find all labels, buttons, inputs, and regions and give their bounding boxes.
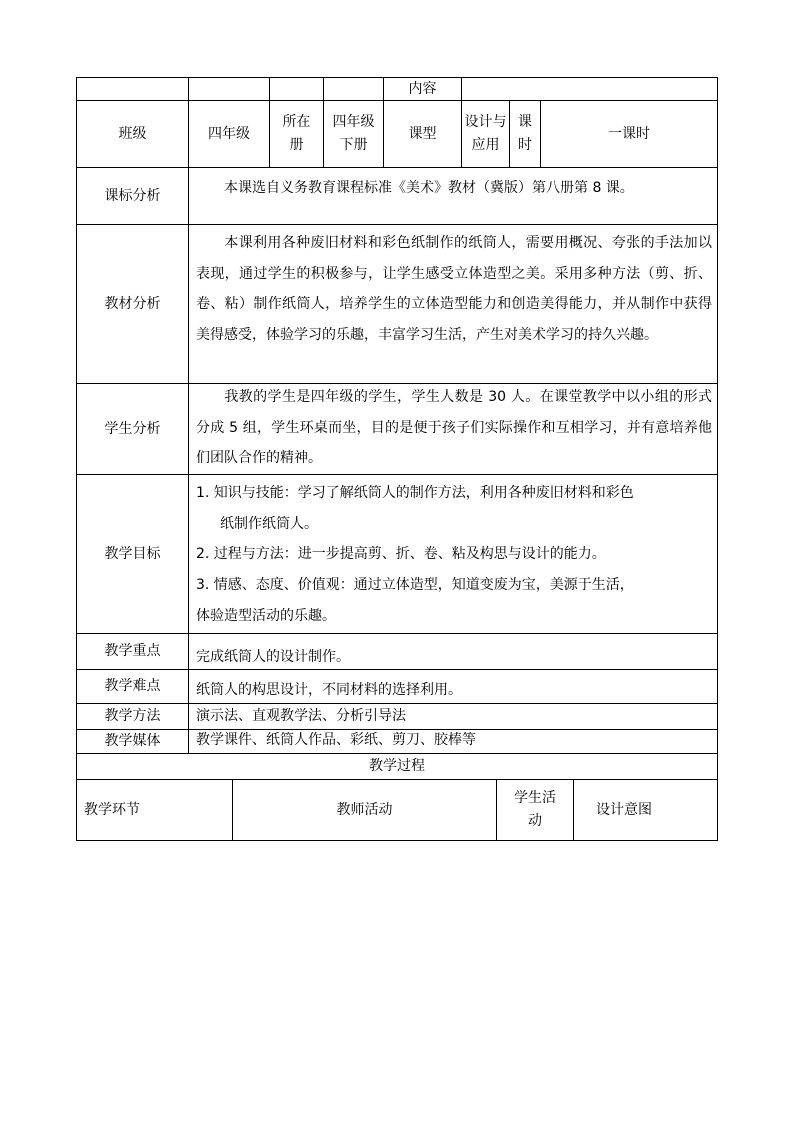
difficulty-text-cell [196,674,712,707]
material-label: 教材分析 [104,295,161,312]
process-stage-header [84,780,232,840]
media-label: 教学媒体 [104,733,161,749]
students-text: 我教的学生是四年级的学生，学生人数是 30 人。在课堂教学中以小组的形式分成 5 组，学生环桌而坐，目的是便于孩子们实际操作和互相学习，并有意培养他们团队合作的精神。 [196,389,712,466]
difficulty-label: 教学难点 [104,678,161,694]
key-point-text: 完成纸筒人的设计制作。 [196,649,350,665]
process-teacher-header [233,780,496,840]
process-intent-header [596,780,716,840]
process-student-header [497,780,573,840]
difficulty-label-cell [77,670,188,703]
goal-item-1-line1: 1. 知识与技能：学习了解纸筒人的制作方法，利用各种废旧材料和彩色 [196,485,634,501]
volume-value-cell [324,101,383,167]
goal-item-3-line2: 体验造型活动的乐趣。 [196,607,336,624]
method-label-cell [77,704,188,729]
process-stage-label: 教学环节 [84,801,140,818]
type-label-cell [384,101,461,167]
process-student-label-line2: 动 [528,813,542,829]
period-value: 一课时 [608,125,650,142]
goal-item-3 [196,570,714,631]
period-label-cell [510,101,540,167]
volume-value-line1: 四年级 [332,114,375,130]
key-point-text-cell [196,640,712,675]
class-label: 班级 [118,125,147,142]
process-title-cell [77,754,717,779]
process-title: 教学过程 [369,758,425,774]
curriculum-label: 课标分析 [104,187,161,204]
media-text: 教学课件、纸筒人作品、彩纸、剪刀、胶棒等 [196,732,476,748]
goal-item-2: 2. 过程与方法：进一步提高剪、折、卷、粘及构思与设计的能力。 [196,546,606,562]
volume-value-line2: 下册 [339,137,368,153]
method-text: 演示法、直观教学法、分析引导法 [196,708,406,724]
curriculum-text: 本课选自义务教育课程标准《美术》教材（冀版）第八册第 8 课。 [224,180,634,196]
content-label: 内容 [408,80,437,97]
period-label-line2: 时 [518,137,532,153]
type-value-line2: 应用 [471,137,500,153]
media-text-cell [196,728,712,753]
volume-label-line1: 所在 [282,114,311,130]
goal-item-1-line2: 纸制作纸筒人。 [220,515,318,532]
key-point-label: 教学重点 [104,643,161,659]
media-label-cell [77,730,188,753]
method-text-cell [196,704,712,729]
difficulty-text: 纸筒人的构思设计，不同材料的选择利用。 [196,682,462,698]
material-label-cell [77,225,188,383]
volume-label-line2: 册 [289,137,304,153]
material-text: 本课利用各种废旧材料和彩色纸制作的纸筒人，需要用概况、夸张的手法加以表现，通过学生的积极参与，让学生感受立体造型之美。采用多种方法（剪、折、卷、粘）制作纸筒人，培养学生的立体造型能力和创造美得能力，并从制作中获得美得感受，体验学习的乐趣，丰富学习生活，产生对美术学习的持久兴趣。 [196,235,712,343]
curriculum-label-cell [77,168,188,224]
goals-label: 教学目标 [104,545,161,562]
content-header [384,78,461,100]
method-label: 教学方法 [104,708,161,724]
period-label-line1: 课 [518,114,532,130]
students-label: 学生分析 [104,420,161,437]
type-label: 课型 [408,125,437,142]
goal-item-1 [196,478,714,539]
process-intent-label: 设计意图 [596,801,652,818]
class-label-cell [77,101,188,167]
type-value-line1: 设计与 [464,114,507,130]
class-value-cell [189,101,269,167]
period-value-cell [541,101,717,167]
goal-item-3-line1: 3. 情感、态度、价值观：通过立体造型，知道变废为宝，美源于生活， [196,577,634,593]
type-value-cell [462,101,509,167]
process-student-label-line1: 学生活 [514,790,556,806]
volume-label-cell [270,101,323,167]
goals-label-cell [77,475,188,633]
process-teacher-label: 教师活动 [336,801,393,818]
key-point-label-cell [77,634,188,669]
class-value: 四年级 [208,125,250,142]
students-label-cell [77,384,188,474]
